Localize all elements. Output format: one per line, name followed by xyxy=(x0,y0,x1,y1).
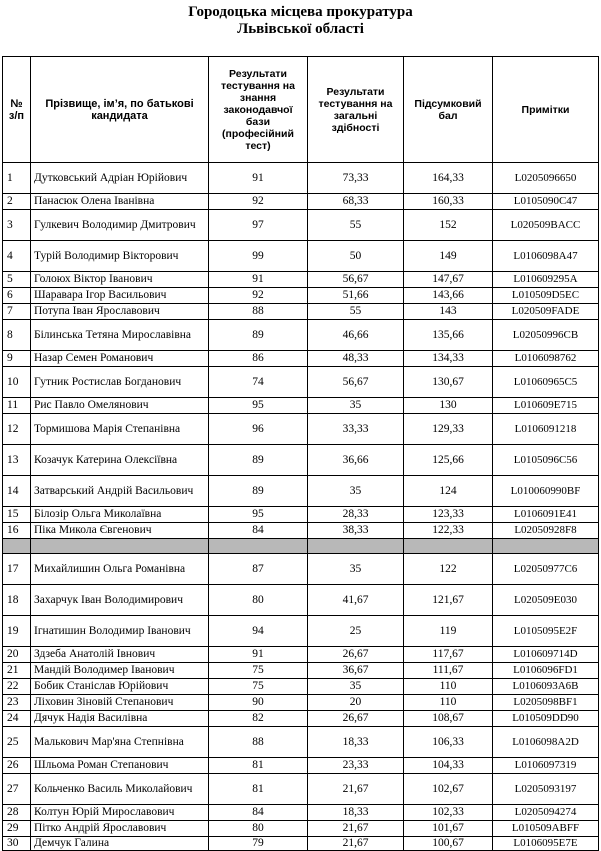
separator-cell xyxy=(493,539,599,554)
cell-candidate-name: Турій Володимир Вікторович xyxy=(31,241,209,272)
cell-notes-code: L010609E715 xyxy=(493,398,599,414)
cell-total-score: 108,67 xyxy=(404,711,493,727)
cell-general-test: 51,66 xyxy=(308,288,404,304)
cell-number: 9 xyxy=(3,351,31,367)
cell-candidate-name: Захарчук Іван Володимирович xyxy=(31,585,209,616)
cell-candidate-name: Колтун Юрій Мирославович xyxy=(31,805,209,821)
cell-professional-test: 86 xyxy=(209,351,308,367)
cell-notes-code: L0105090C47 xyxy=(493,194,599,210)
table-row xyxy=(3,445,599,476)
cell-general-test: 68,33 xyxy=(308,194,404,210)
cell-total-score: 101,67 xyxy=(404,821,493,837)
cell-number: 18 xyxy=(3,585,31,616)
cell-general-test: 35 xyxy=(308,398,404,414)
cell-professional-test: 84 xyxy=(209,805,308,821)
cell-general-test: 35 xyxy=(308,679,404,695)
cell-number: 22 xyxy=(3,679,31,695)
cell-general-test: 23,33 xyxy=(308,758,404,774)
cell-total-score: 102,67 xyxy=(404,774,493,805)
cell-general-test: 26,67 xyxy=(308,647,404,663)
column-header-total-score: Підсумковий бал xyxy=(404,57,493,163)
cell-candidate-name: Затварський Андрій Васильович xyxy=(31,476,209,507)
cell-professional-test: 75 xyxy=(209,663,308,679)
separator-cell xyxy=(404,539,493,554)
table-row xyxy=(3,837,599,851)
cell-number: 7 xyxy=(3,304,31,320)
cell-number: 24 xyxy=(3,711,31,727)
cell-notes-code: L0106096FD1 xyxy=(493,663,599,679)
table-row xyxy=(3,774,599,805)
cell-professional-test: 99 xyxy=(209,241,308,272)
table-row xyxy=(3,241,599,272)
cell-general-test: 25 xyxy=(308,616,404,647)
cell-number: 27 xyxy=(3,774,31,805)
cell-notes-code: L010609714D xyxy=(493,647,599,663)
table-row xyxy=(3,695,599,711)
table-body-bottom xyxy=(3,554,599,851)
cell-total-score: 164,33 xyxy=(404,163,493,194)
separator-cell xyxy=(209,539,308,554)
cell-professional-test: 91 xyxy=(209,272,308,288)
table-row xyxy=(3,758,599,774)
table-row xyxy=(3,272,599,288)
cell-number: 11 xyxy=(3,398,31,414)
cell-number: 3 xyxy=(3,210,31,241)
column-header-professional-test: Результати тестування на знання законодавчої бази (професійний тест) xyxy=(209,57,308,163)
results-table xyxy=(2,56,599,851)
table-row xyxy=(3,367,599,398)
table-row xyxy=(3,414,599,445)
cell-notes-code: L0105096C56 xyxy=(493,445,599,476)
cell-professional-test: 94 xyxy=(209,616,308,647)
cell-professional-test: 79 xyxy=(209,837,308,851)
cell-general-test: 56,67 xyxy=(308,367,404,398)
cell-professional-test: 88 xyxy=(209,727,308,758)
separator-cell xyxy=(308,539,404,554)
cell-candidate-name: Михайлишин Ольга Романівна xyxy=(31,554,209,585)
cell-general-test: 48,33 xyxy=(308,351,404,367)
cell-candidate-name: Шаравара Ігор Васильович xyxy=(31,288,209,304)
table-row xyxy=(3,476,599,507)
table-row xyxy=(3,585,599,616)
cell-notes-code: L020509BACC xyxy=(493,210,599,241)
cell-general-test: 21,67 xyxy=(308,821,404,837)
cell-total-score: 123,33 xyxy=(404,507,493,523)
cell-notes-code: L010509D5EC xyxy=(493,288,599,304)
cell-general-test: 46,66 xyxy=(308,320,404,351)
table-row xyxy=(3,711,599,727)
separator-row xyxy=(3,539,599,554)
cell-notes-code: L0106097319 xyxy=(493,758,599,774)
cell-professional-test: 81 xyxy=(209,758,308,774)
cell-total-score: 147,67 xyxy=(404,272,493,288)
cell-professional-test: 97 xyxy=(209,210,308,241)
table-header-row xyxy=(3,57,599,163)
cell-notes-code: L0205096650 xyxy=(493,163,599,194)
cell-number: 2 xyxy=(3,194,31,210)
column-header-general-test: Результати тестування на загальні здібності xyxy=(308,57,404,163)
cell-candidate-name: Дячук Надія Василівна xyxy=(31,711,209,727)
table-row xyxy=(3,647,599,663)
cell-number: 13 xyxy=(3,445,31,476)
cell-professional-test: 96 xyxy=(209,414,308,445)
cell-candidate-name: Піка Микола Євгенович xyxy=(31,523,209,539)
cell-professional-test: 88 xyxy=(209,304,308,320)
cell-total-score: 111,67 xyxy=(404,663,493,679)
cell-number: 30 xyxy=(3,837,31,851)
cell-total-score: 160,33 xyxy=(404,194,493,210)
cell-total-score: 152 xyxy=(404,210,493,241)
cell-notes-code: L0106091218 xyxy=(493,414,599,445)
cell-number: 21 xyxy=(3,663,31,679)
cell-candidate-name: Голоюх Віктор Іванович xyxy=(31,272,209,288)
cell-notes-code: L0205098BF1 xyxy=(493,695,599,711)
table-row xyxy=(3,727,599,758)
cell-professional-test: 91 xyxy=(209,647,308,663)
cell-professional-test: 89 xyxy=(209,476,308,507)
cell-general-test: 28,33 xyxy=(308,507,404,523)
cell-notes-code: L02050996CB xyxy=(493,320,599,351)
cell-total-score: 100,67 xyxy=(404,837,493,851)
cell-notes-code: L0106093A6B xyxy=(493,679,599,695)
cell-number: 12 xyxy=(3,414,31,445)
cell-total-score: 121,67 xyxy=(404,585,493,616)
table-row xyxy=(3,304,599,320)
cell-number: 29 xyxy=(3,821,31,837)
cell-candidate-name: Здзеба Анатолій Івнович xyxy=(31,647,209,663)
cell-candidate-name: Гулкевич Володимир Дмитрович xyxy=(31,210,209,241)
table-row xyxy=(3,194,599,210)
cell-candidate-name: Шльома Роман Степанович xyxy=(31,758,209,774)
separator-cell xyxy=(3,539,31,554)
cell-professional-test: 89 xyxy=(209,445,308,476)
cell-professional-test: 81 xyxy=(209,774,308,805)
cell-candidate-name: Кольченко Василь Миколайович xyxy=(31,774,209,805)
table-row xyxy=(3,320,599,351)
cell-total-score: 117,67 xyxy=(404,647,493,663)
cell-professional-test: 80 xyxy=(209,585,308,616)
cell-general-test: 33,33 xyxy=(308,414,404,445)
cell-total-score: 122,33 xyxy=(404,523,493,539)
cell-notes-code: L0106095E7E xyxy=(493,837,599,851)
cell-general-test: 36,66 xyxy=(308,445,404,476)
cell-number: 6 xyxy=(3,288,31,304)
cell-general-test: 36,67 xyxy=(308,663,404,679)
cell-candidate-name: Малькович Мар'яна Степнівна xyxy=(31,727,209,758)
cell-notes-code: L01060965C5 xyxy=(493,367,599,398)
cell-total-score: 106,33 xyxy=(404,727,493,758)
cell-professional-test: 95 xyxy=(209,398,308,414)
table-row xyxy=(3,507,599,523)
cell-notes-code: L02050977C6 xyxy=(493,554,599,585)
cell-notes-code: L0106098A47 xyxy=(493,241,599,272)
cell-general-test: 21,67 xyxy=(308,774,404,805)
cell-professional-test: 74 xyxy=(209,367,308,398)
cell-notes-code: L0205093197 xyxy=(493,774,599,805)
separator-cell xyxy=(31,539,209,554)
cell-total-score: 129,33 xyxy=(404,414,493,445)
cell-total-score: 104,33 xyxy=(404,758,493,774)
cell-notes-code: L010060990BF xyxy=(493,476,599,507)
cell-professional-test: 89 xyxy=(209,320,308,351)
cell-number: 1 xyxy=(3,163,31,194)
cell-number: 10 xyxy=(3,367,31,398)
table-row xyxy=(3,554,599,585)
table-row xyxy=(3,523,599,539)
cell-number: 16 xyxy=(3,523,31,539)
cell-notes-code: L0106098762 xyxy=(493,351,599,367)
cell-total-score: 143,66 xyxy=(404,288,493,304)
cell-notes-code: L02050928F8 xyxy=(493,523,599,539)
cell-number: 5 xyxy=(3,272,31,288)
cell-general-test: 20 xyxy=(308,695,404,711)
table-separator xyxy=(3,539,599,554)
table-row xyxy=(3,351,599,367)
column-header-notes: Примітки xyxy=(493,57,599,163)
cell-total-score: 110 xyxy=(404,695,493,711)
cell-general-test: 18,33 xyxy=(308,727,404,758)
cell-candidate-name: Назар Семен Романович xyxy=(31,351,209,367)
cell-number: 26 xyxy=(3,758,31,774)
cell-number: 17 xyxy=(3,554,31,585)
cell-professional-test: 90 xyxy=(209,695,308,711)
cell-total-score: 125,66 xyxy=(404,445,493,476)
cell-total-score: 102,33 xyxy=(404,805,493,821)
cell-candidate-name: Рис Павло Омелянович xyxy=(31,398,209,414)
cell-total-score: 130,67 xyxy=(404,367,493,398)
cell-total-score: 134,33 xyxy=(404,351,493,367)
cell-number: 23 xyxy=(3,695,31,711)
cell-number: 8 xyxy=(3,320,31,351)
cell-notes-code: L0106091E41 xyxy=(493,507,599,523)
cell-candidate-name: Ліховин Зіновій Степанович xyxy=(31,695,209,711)
cell-candidate-name: Пітко Андрій Ярославович xyxy=(31,821,209,837)
table-row xyxy=(3,398,599,414)
cell-total-score: 149 xyxy=(404,241,493,272)
cell-candidate-name: Панасюк Олена Іванівна xyxy=(31,194,209,210)
cell-candidate-name: Козачук Катерина Олексіївна xyxy=(31,445,209,476)
cell-number: 15 xyxy=(3,507,31,523)
cell-number: 14 xyxy=(3,476,31,507)
cell-candidate-name: Дутковський Адріан Юрійович xyxy=(31,163,209,194)
table-row xyxy=(3,163,599,194)
cell-professional-test: 84 xyxy=(209,523,308,539)
cell-candidate-name: Потупа Іван Ярославович xyxy=(31,304,209,320)
cell-total-score: 110 xyxy=(404,679,493,695)
cell-professional-test: 95 xyxy=(209,507,308,523)
cell-notes-code: L0205094274 xyxy=(493,805,599,821)
cell-candidate-name: Демчук Галина xyxy=(31,837,209,851)
cell-notes-code: L020509FADE xyxy=(493,304,599,320)
cell-general-test: 35 xyxy=(308,554,404,585)
cell-total-score: 143 xyxy=(404,304,493,320)
cell-notes-code: L010509DD90 xyxy=(493,711,599,727)
table-row xyxy=(3,805,599,821)
cell-professional-test: 87 xyxy=(209,554,308,585)
cell-general-test: 41,67 xyxy=(308,585,404,616)
table-row xyxy=(3,679,599,695)
cell-notes-code: L010609295A xyxy=(493,272,599,288)
cell-general-test: 50 xyxy=(308,241,404,272)
column-header-number: № з/п xyxy=(3,57,31,163)
cell-general-test: 55 xyxy=(308,210,404,241)
cell-total-score: 122 xyxy=(404,554,493,585)
cell-number: 4 xyxy=(3,241,31,272)
cell-professional-test: 91 xyxy=(209,163,308,194)
cell-candidate-name: Бобик Станіслав Юрійович xyxy=(31,679,209,695)
table-row xyxy=(3,288,599,304)
cell-total-score: 119 xyxy=(404,616,493,647)
cell-professional-test: 75 xyxy=(209,679,308,695)
cell-professional-test: 92 xyxy=(209,194,308,210)
cell-general-test: 18,33 xyxy=(308,805,404,821)
cell-general-test: 26,67 xyxy=(308,711,404,727)
cell-candidate-name: Гутник Ростислав Богданович xyxy=(31,367,209,398)
cell-candidate-name: Білинська Тетяна Мирославівна xyxy=(31,320,209,351)
cell-notes-code: L0106098A2D xyxy=(493,727,599,758)
cell-notes-code: L0105095E2F xyxy=(493,616,599,647)
cell-notes-code: L010509ABFF xyxy=(493,821,599,837)
cell-general-test: 56,67 xyxy=(308,272,404,288)
cell-total-score: 135,66 xyxy=(404,320,493,351)
cell-general-test: 21,67 xyxy=(308,837,404,851)
cell-professional-test: 92 xyxy=(209,288,308,304)
cell-number: 20 xyxy=(3,647,31,663)
cell-number: 25 xyxy=(3,727,31,758)
page-title: Городоцька місцева прокуратура xyxy=(188,4,413,20)
table-row xyxy=(3,616,599,647)
cell-candidate-name: Мандій Володимер Іванович xyxy=(31,663,209,679)
cell-total-score: 130 xyxy=(404,398,493,414)
cell-general-test: 38,33 xyxy=(308,523,404,539)
page-subtitle: Львівської області xyxy=(237,21,364,37)
cell-candidate-name: Білозір Ольга Миколаївна xyxy=(31,507,209,523)
cell-candidate-name: Тормишова Марія Степанівна xyxy=(31,414,209,445)
cell-total-score: 124 xyxy=(404,476,493,507)
cell-number: 28 xyxy=(3,805,31,821)
cell-notes-code: L020509E030 xyxy=(493,585,599,616)
column-header-name: Прізвище, ім’я, по батькові кандидата xyxy=(31,57,209,163)
cell-general-test: 35 xyxy=(308,476,404,507)
cell-general-test: 73,33 xyxy=(308,163,404,194)
table-body-top xyxy=(3,163,599,539)
table-row xyxy=(3,821,599,837)
cell-number: 19 xyxy=(3,616,31,647)
cell-candidate-name: Ігнатишин Володимир Іванович xyxy=(31,616,209,647)
table-row xyxy=(3,210,599,241)
table-row xyxy=(3,663,599,679)
cell-general-test: 55 xyxy=(308,304,404,320)
cell-professional-test: 80 xyxy=(209,821,308,837)
cell-professional-test: 82 xyxy=(209,711,308,727)
